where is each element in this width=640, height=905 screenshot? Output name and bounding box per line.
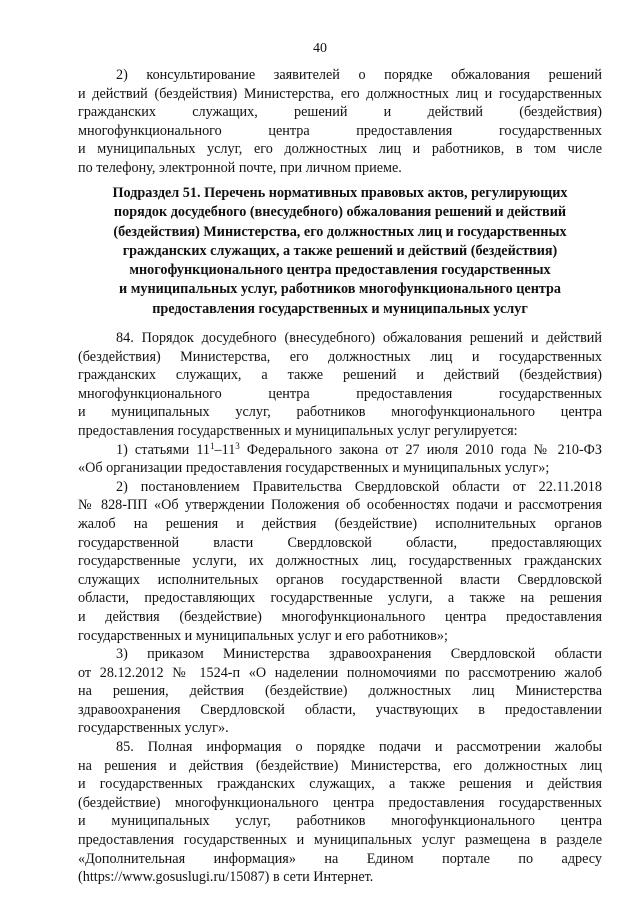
text-line: многофункционального центра предоставления государственных xyxy=(78,385,602,402)
heading-line: (бездействия) Министерства, его должностных лиц и государственных xyxy=(113,223,567,240)
text-line: гражданских служащих, а также решений и действий (бездействия) xyxy=(78,367,602,384)
text-line: 85. Полная информация о порядке подачи и рассмотрении жалобы xyxy=(116,739,602,756)
heading-line: гражданских служащих, а также решений и действий (бездействия) xyxy=(122,242,558,259)
item-1-prefix: 1) статьями 11 xyxy=(116,441,211,458)
text-line: гражданских служащих, решений и действий (бездействия) xyxy=(78,104,602,121)
heading-line: Подраздел 51. Перечень нормативных правовых актов, регулирующих xyxy=(112,185,568,201)
text-line: 84. Порядок досудебного (внесудебного) обжалования решений и действий xyxy=(116,330,602,346)
text-line: здравоохранения Свердловской области, участвующих в предоставлении xyxy=(78,701,602,718)
text-line: области, предоставляющих государственные услуги, а также на решения xyxy=(78,590,602,607)
text-line: 2) консультирование заявителей о порядке обжалования решений xyxy=(116,67,602,83)
item-1-sup-2: 3 xyxy=(235,440,240,451)
text-line: «Об организации предоставления государственных и муниципальных услуг»; xyxy=(78,460,550,477)
text-line: на решения и действия (бездействие) Министерства, его должностных лиц xyxy=(78,757,602,774)
text-line: государственные услуги, их должностных лиц, государственных гражданских xyxy=(78,553,602,570)
heading-line: и муниципальных услуг, работников многофункционального центра xyxy=(118,281,561,298)
page-number: 40 xyxy=(313,41,327,56)
text-line: предоставления государственных и муниципальных услуг размещена в разделе xyxy=(78,832,602,849)
text-line: (бездействие) многофункционального центра предоставления государственных xyxy=(78,794,602,811)
heading-line: порядок досудебного (внесудебного) обжалования решений и действий xyxy=(113,204,567,221)
text-line: многофункционального центра предоставления государственных xyxy=(78,122,602,139)
subsection-heading xyxy=(78,184,602,319)
text-line: служащих исполнительных органов государственной власти Свердловской xyxy=(78,571,602,588)
heading-line: многофункционального центра предоставления государственных xyxy=(129,262,551,279)
item-1-suffix: Федерального закона от 27 июля 2010 года № 210-ФЗ xyxy=(239,441,602,458)
text-line: государственных и муниципальных услуг и его работников»; xyxy=(78,627,448,644)
text-line: (бездействия) Министерства, его должностных лиц и государственных xyxy=(78,348,602,365)
text-line: 2) постановлением Правительства Свердловской области от 22.11.2018 xyxy=(116,478,602,495)
text-line: жалоб на решения и действия (бездействие) исполнительных органов xyxy=(78,515,602,532)
text-line: «Дополнительная информация» на Едином портале по адресу xyxy=(78,850,602,867)
text-line: и муниципальных услуг, его должностных лиц и работников, в том числе xyxy=(78,141,602,158)
text-line: на решения, действия (бездействие) должностных лиц Министерства xyxy=(78,683,602,700)
heading-line: предоставления государственных и муниципальных услуг xyxy=(152,300,528,317)
item-1-line xyxy=(78,441,602,460)
text-line: и государственных гражданских служащих, а также решения и действия xyxy=(78,776,602,793)
text-line: по телефону, электронной почте, при личном приеме. xyxy=(78,159,402,176)
text-line: 3) приказом Министерства здравоохранения Свердловской области xyxy=(116,646,602,663)
item-1-dash: –11 xyxy=(214,441,236,458)
text-line: государственных услуг». xyxy=(78,720,229,737)
text-line: и муниципальных услуг, работников многофункционального центра xyxy=(78,404,602,421)
text-line: (https://www.gosuslugi.ru/15087) в сети Интернет. xyxy=(78,869,374,886)
item-1-sup-1: 1 xyxy=(210,440,215,451)
text-line: и действий (бездействия) Министерства, его должностных лиц и государственных xyxy=(78,85,602,102)
text-line: от 28.12.2012 № 1524-п «О наделении полномочиями по рассмотрению жалоб xyxy=(78,664,602,681)
text-line: государственной власти Свердловской области, предоставляющих xyxy=(78,534,602,551)
text-line: и муниципальных услуг, работников многофункционального центра xyxy=(78,813,602,830)
text-line: и действия (бездействие) многофункционального центра предоставления xyxy=(78,608,602,625)
text-line: № 828-ПП «Об утверждении Положения об особенностях подачи и рассмотрения xyxy=(78,497,602,514)
text-line: предоставления государственных и муниципальных услуг регулируется: xyxy=(78,422,518,439)
item-2-consulting xyxy=(78,66,602,178)
paragraph-84 xyxy=(78,329,602,887)
